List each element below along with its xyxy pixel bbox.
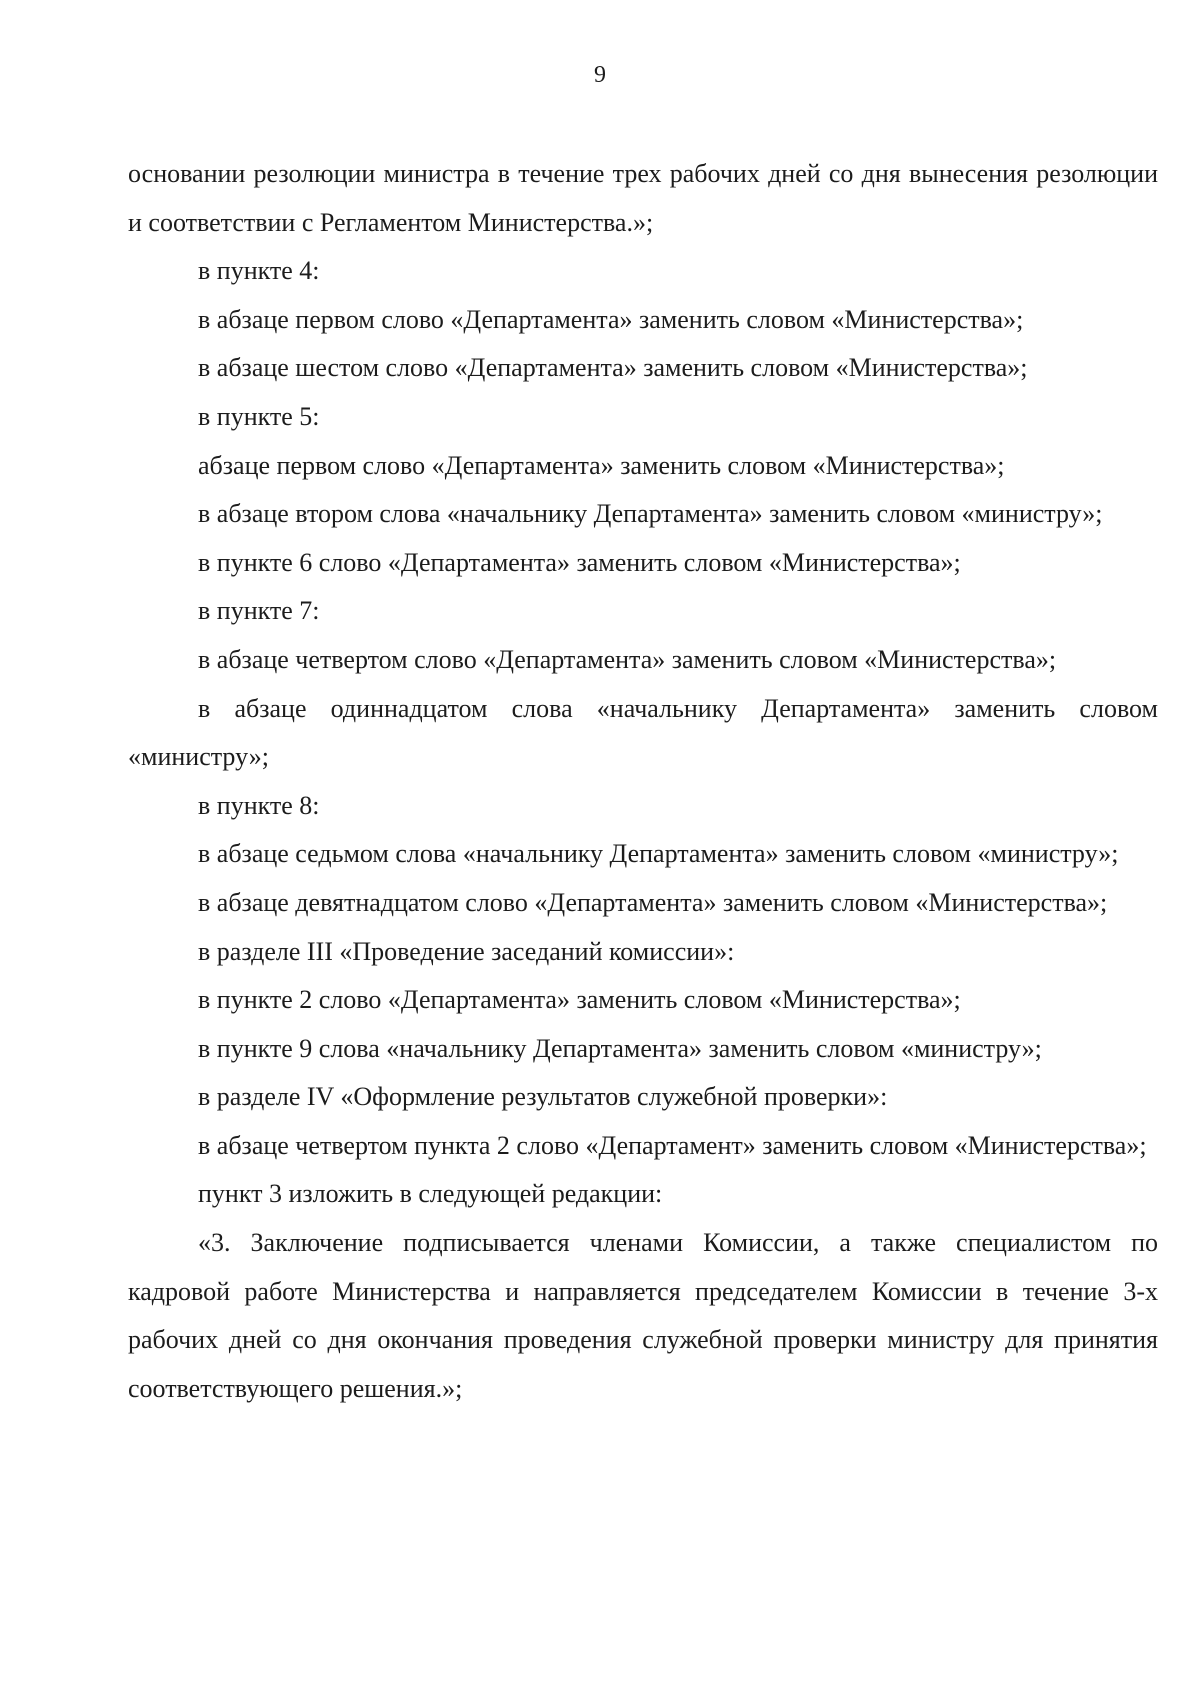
paragraph-19: в абзаце четвертом пункта 2 слово «Департамент» заменить словом «Министерства»; — [198, 1130, 1147, 1160]
paragraph-16: в пункте 2 слово «Департамента» заменить словом «Министерства»; — [198, 985, 961, 1015]
paragraph-15: в разделе III «Проведение заседаний комиссии»: — [198, 936, 735, 966]
paragraph-14: в абзаце девятнадцатом слово «Департамента» заменить словом «Министерства»; — [198, 887, 1108, 917]
page-number: 9 — [594, 62, 606, 88]
paragraph-20: пункт 3 изложить в следующей редакции: — [198, 1179, 663, 1209]
paragraph-11: в абзаце одиннадцатом слова «начальнику Департамента» заменить словом «министру»; — [128, 693, 1158, 772]
paragraph-9: в пункте 7: — [198, 596, 320, 626]
paragraph-5: в пункте 5: — [198, 401, 320, 431]
document-body — [128, 150, 1158, 1413]
paragraph-6: абзаце первом слово «Департамента» заменить словом «Министерства»; — [198, 450, 1005, 480]
paragraph-21: «3. Заключение подписывается членами Комиссии, а также специалистом по кадровой работе Министерства и направляется председателем Комиссии в течение 3-х рабочих дней со дня окончания проведения служебной проверки министру для принятия соответствующего решения.»; — [128, 1228, 1158, 1403]
paragraph-12: в пункте 8: — [198, 790, 320, 820]
paragraph-1: основании резолюции министра в течение трех рабочих дней со дня вынесения резолюции и соответствии с Регламентом Министерства.»; — [128, 159, 1158, 237]
paragraph-4: в абзаце шестом слово «Департамента» заменить словом «Министерства»; — [198, 353, 1028, 383]
paragraph-13: в абзаце седьмом слова «начальнику Департамента» заменить словом «министру»; — [198, 839, 1119, 869]
paragraph-10: в абзаце четвертом слово «Департамента» заменить словом «Министерства»; — [198, 644, 1057, 674]
paragraph-7: в абзаце втором слова «начальнику Департамента» заменить словом «министру»; — [198, 499, 1103, 529]
paragraph-8: в пункте 6 слово «Департамента» заменить словом «Министерства»; — [198, 547, 961, 577]
paragraph-2: в пункте 4: — [198, 256, 320, 286]
paragraph-3: в абзаце первом слово «Департамента» заменить словом «Министерства»; — [198, 304, 1024, 334]
paragraph-18: в разделе IV «Оформление результатов служебной проверки»: — [198, 1082, 888, 1112]
paragraph-17: в пункте 9 слова «начальнику Департамента» заменить словом «министру»; — [198, 1033, 1042, 1063]
